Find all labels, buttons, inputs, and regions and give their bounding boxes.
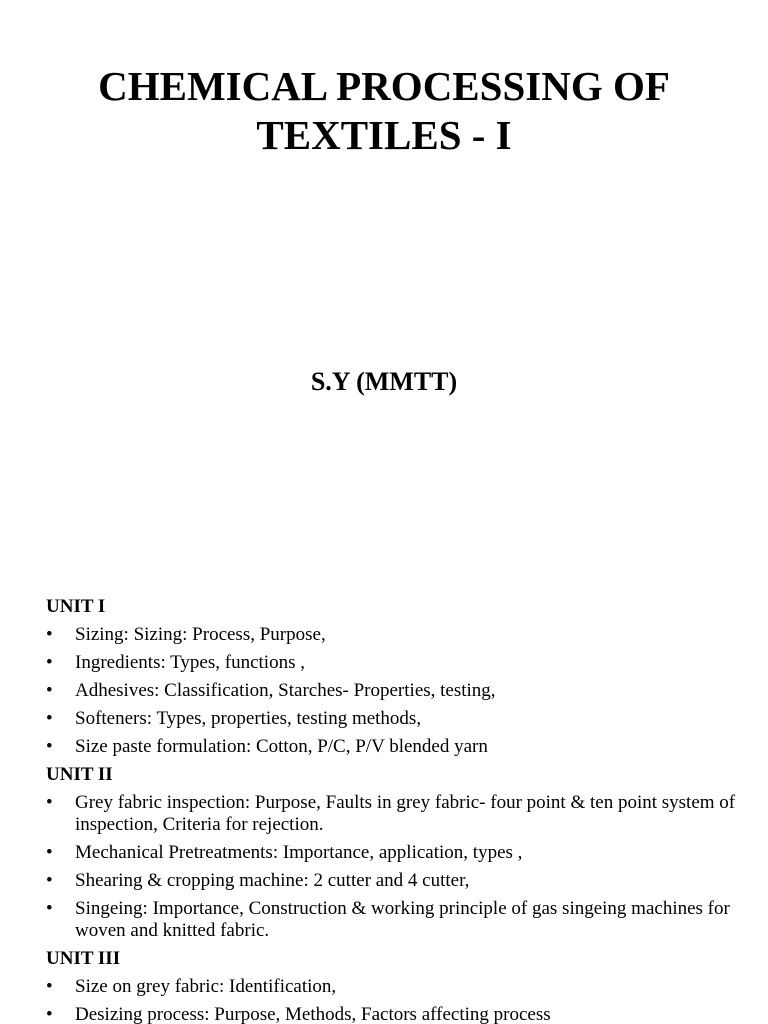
bullet-icon: • xyxy=(46,842,53,863)
document-subtitle: S.Y (MMTT) xyxy=(310,367,458,396)
list-item-text: Singeing: Importance, Construction & working principle of gas singeing machines for woven and knitted fabric. xyxy=(75,898,730,941)
list-item xyxy=(46,652,746,674)
bullet-icon: • xyxy=(46,1004,53,1024)
list-item xyxy=(46,736,746,758)
unit-topic-list xyxy=(46,624,746,758)
list-item xyxy=(46,680,746,702)
list-item-text: Ingredients: Types, functions , xyxy=(75,652,305,673)
list-item xyxy=(46,870,746,892)
list-item-text: Adhesives: Classification, Starches- Properties, testing, xyxy=(75,680,496,701)
list-item-text: Mechanical Pretreatments: Importance, application, types , xyxy=(75,842,523,863)
list-item xyxy=(46,1004,746,1024)
list-item xyxy=(46,624,746,646)
bullet-icon: • xyxy=(46,976,53,997)
document-title xyxy=(0,62,768,160)
bullet-icon: • xyxy=(46,652,53,673)
list-item-text: Size paste formulation: Cotton, P/C, P/V blended yarn xyxy=(75,736,488,757)
list-item xyxy=(46,792,746,836)
bullet-icon: • xyxy=(46,708,53,729)
bullet-icon: • xyxy=(46,898,53,919)
document-title-line-1: CHEMICAL PROCESSING OF xyxy=(98,63,670,109)
list-item-text: Sizing: Sizing: Process, Purpose, xyxy=(75,624,326,645)
list-item-text: Size on grey fabric: Identification, xyxy=(75,976,337,997)
unit-heading: UNIT III xyxy=(46,948,121,969)
list-item-text: Softeners: Types, properties, testing methods, xyxy=(75,708,422,729)
bullet-icon: • xyxy=(46,736,53,757)
list-item xyxy=(46,708,746,730)
unit-section-1 xyxy=(46,596,746,758)
unit-heading: UNIT II xyxy=(46,764,113,785)
list-item-text: Desizing process: Purpose, Methods, Factors affecting process xyxy=(75,1004,551,1024)
list-item xyxy=(46,976,746,998)
list-item-text: Grey fabric inspection: Purpose, Faults in grey fabric- four point & ten point system of inspection, Criteria for rejection. xyxy=(75,792,736,835)
bullet-icon: • xyxy=(46,870,53,891)
unit-topic-list xyxy=(46,792,746,942)
unit-section-3 xyxy=(46,948,746,1024)
document-title-line-2: TEXTILES - I xyxy=(256,112,512,158)
unit-heading: UNIT I xyxy=(46,596,106,617)
list-item-text: Shearing & cropping machine: 2 cutter and 4 cutter, xyxy=(75,870,470,891)
unit-section-2 xyxy=(46,764,746,942)
bullet-icon: • xyxy=(46,680,53,701)
bullet-icon: • xyxy=(46,624,53,645)
list-item xyxy=(46,842,746,864)
list-item xyxy=(46,898,746,942)
unit-topic-list xyxy=(46,976,746,1024)
syllabus-content xyxy=(46,596,746,1024)
bullet-icon: • xyxy=(46,792,53,813)
